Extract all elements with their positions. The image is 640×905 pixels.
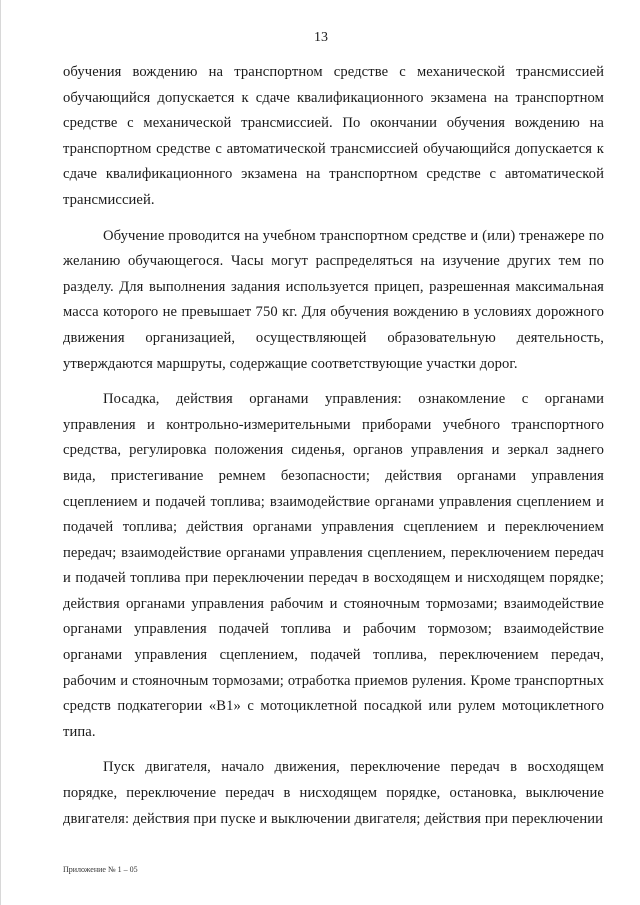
paragraph-training-vehicle: Обучение проводится на учебном транспортном средстве и (или) тренажере по желанию обучающегося. Часы могут распределяться на изучение других тем по разделу. Для выполнения задания используется прицеп, разрешенная максимальная масса которого не превышает 750 кг. Для обучения вождению в условиях дорожного движения организацией, осуществляющей образовательную деятельность, утверждаются маршруты, содержащие соответствующие участки дорог.	[63, 227, 604, 372]
page-number: 13	[314, 30, 328, 45]
footer-note: Приложение № 1 – 05	[63, 865, 138, 874]
paragraph-controls: Посадка, действия органами управления: ознакомление с органами управления и контрольно-измерительными приборами учебного транспортного средства, регулировка положения сиденья, органов управления и зеркал заднего вида, пристегивание ремнем безопасности; действия органами управления сцеплением и подачей топлива; взаимодействие органами управления сцеплением и подачей топлива; действия органами управления сцеплением и переключением передач; взаимодействие органами управления сцеплением, переключением передач и подачей топлива при переключении передач в восходящем и нисходящем порядке; действия органами управления рабочим и стояночным тормозами; взаимодействие органами управления подачей топлива и рабочим тормозом; взаимодействие органами управления сцеплением, подачей топлива, переключением передач, рабочим и стояночным тормозами; отработка приемов руления. Кроме транспортных средств подкатегории «В1» с мотоциклетной посадкой или рулем мотоциклетного типа.	[63, 391, 604, 740]
paragraph-engine-start: Пуск двигателя, начало движения, переключение передач в восходящем порядке, переключение передач в нисходящем порядке, остановка, выключение двигателя: действия при пуске и выключении двигателя; действия при переключении	[63, 759, 604, 827]
paragraph-transmission-exam: обучения вождению на транспортном средстве с механической трансмиссией обучающийся допускается к сдаче квалификационного экзамена на транспортном средстве с механической трансмиссией. По окончании обучения вождению на транспортном средстве с автоматической трансмиссией обучающийся допускается к сдаче квалификационного экзамена на транспортном средстве с автоматической трансмиссией.	[63, 64, 604, 208]
document-body	[63, 60, 604, 842]
